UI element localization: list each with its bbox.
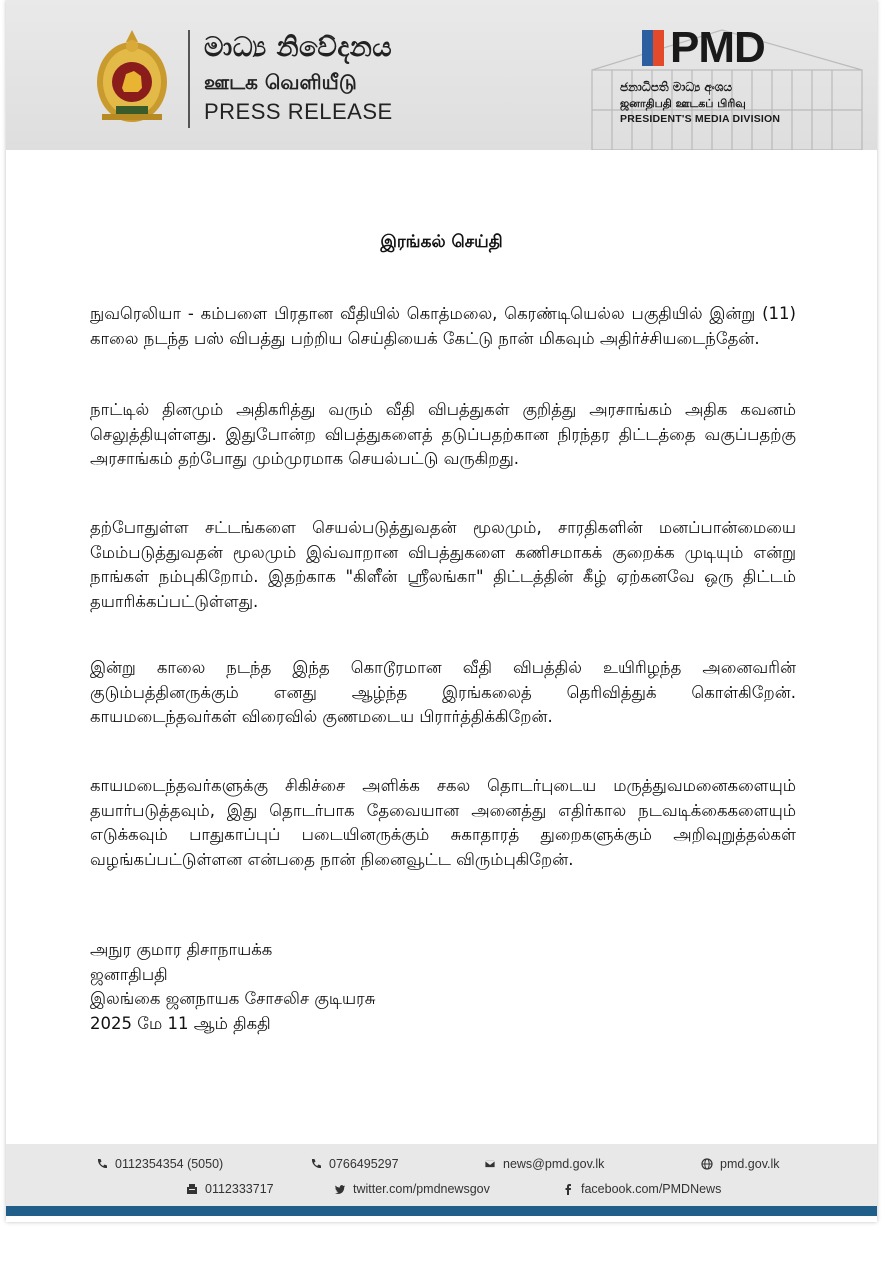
paragraph: காயமடைந்தவர்களுக்கு சிகிச்சை அளிக்க சகல தொடர்புடைய மருத்துவமனைகளையும் தயார்படுத்தவும், இது தொடர்பாக தேவையான அனைத்து எதிர்கால நடவடிக்கைகளையும் எடுக்கவும் பாதுகாப்புப் படையினருக்கும் சுகாதாரத் துறைகளுக்கும் அறிவுறுத்தல்கள் வழங்கப்பட்டுள்ளன என்பதை நான் நினைவூட்ட விரும்புகிறேன். bbox=[90, 776, 796, 869]
phone-number: 0112354354 (5050) bbox=[115, 1157, 224, 1171]
sri-lanka-emblem-icon bbox=[94, 26, 170, 126]
header-title-sinhala: මාධ්‍ය නිවේදනය bbox=[204, 32, 393, 63]
header-title-tamil: ஊடக வெளியீடு bbox=[204, 70, 357, 94]
document-title: இரங்கல் செய்தி bbox=[380, 232, 503, 252]
header-title-english: PRESS RELEASE bbox=[204, 99, 393, 124]
footer-phone-1 bbox=[96, 1157, 223, 1171]
twitter-link[interactable]: twitter.com/pmdnewsgov bbox=[353, 1182, 490, 1196]
twitter-icon bbox=[334, 1183, 346, 1195]
footer-phone-2 bbox=[310, 1157, 399, 1171]
press-release-sheet bbox=[6, 0, 877, 1222]
signatory-name: அநுர குமார திசாநாயக்க bbox=[90, 940, 273, 959]
pmd-logo-text: PMD bbox=[670, 23, 765, 72]
footer-fax bbox=[186, 1182, 274, 1196]
paragraph: தற்போதுள்ள சட்டங்களை செயல்படுத்துவதன் மூலமும், சாரதிகளின் மனப்பான்மையை மேம்படுத்துவதன் மூலமும் இவ்வாறான விபத்துகளை கணிசமாகக் குறைக்க முடியும் என்று நாங்கள் நம்புகிறோம். இதற்காக "கிளீன் ஸ்ரீலங்கா" திட்டத்தின் கீழ் ஏற்கனவே ஒரு திட்டம் தயாரிக்கப்பட்டுள்ளது. bbox=[90, 518, 796, 611]
footer-stripe bbox=[6, 1206, 877, 1216]
phone-number: 0766495297 bbox=[329, 1157, 399, 1171]
signature-block bbox=[90, 938, 375, 1036]
paragraph: இன்று காலை நடந்த இந்த கொடூரமான வீதி விபத்தில் உயிரிழந்த அனைவரின் குடும்பத்தினருக்கும் எனது ஆழ்ந்த இரங்கலைத் தெரிவித்துக் கொள்கிறேன். காயமடைந்தவர்கள் விரைவில் குணமடைய பிரார்த்திக்கிறேன். bbox=[90, 658, 796, 726]
signatory-country: இலங்கை ஜனநாயக சோசலிச குடியரசு bbox=[90, 989, 376, 1008]
envelope-icon bbox=[484, 1158, 496, 1170]
phone-icon bbox=[310, 1158, 322, 1170]
paragraph: நாட்டில் தினமும் அதிகரித்து வரும் வீதி விபத்துகள் குறித்து அரசாங்கம் அதிக கவனம் செலுத்தியுள்ளது. இதுபோன்ற விபத்துகளைத் தடுப்பதற்கான நிரந்தர திட்டத்தை வகுப்பதற்கு அரசாங்கம் தற்போது மும்முரமாக செயல்பட்டு வருகிறது. bbox=[90, 400, 796, 468]
email-link[interactable]: news@pmd.gov.lk bbox=[503, 1157, 605, 1171]
footer-email[interactable] bbox=[484, 1157, 604, 1171]
division-name-english: PRESIDENT'S MEDIA DIVISION bbox=[620, 113, 781, 125]
signatory-position: ஜனாதிபதி bbox=[90, 964, 168, 984]
division-name-tamil: ஜனாதிபதி ஊடகப் பிரிவு bbox=[620, 97, 746, 110]
facebook-link[interactable]: facebook.com/PMDNews bbox=[581, 1182, 722, 1196]
phone-icon bbox=[96, 1158, 108, 1170]
fax-number: 0112333717 bbox=[205, 1182, 274, 1196]
footer-twitter[interactable] bbox=[334, 1182, 490, 1196]
facebook-icon bbox=[562, 1183, 574, 1195]
letterhead bbox=[6, 0, 877, 150]
footer-facebook[interactable] bbox=[562, 1182, 721, 1196]
paragraph: நுவரெலியா - கம்பளை பிரதான வீதியில் கொத்மலை, கெரண்டியெல்ல பகுதியில் இன்று (11) காலை நடந்த பஸ் விபத்து பற்றிய செய்தியைக் கேட்டு நான் மிகவும் அதிர்ச்சியடைந்தேன். bbox=[90, 304, 796, 348]
website-link[interactable]: pmd.gov.lk bbox=[720, 1157, 780, 1171]
header-divider bbox=[188, 30, 190, 128]
pmd-logo-mark bbox=[642, 30, 664, 66]
contact-footer bbox=[6, 1144, 877, 1206]
document-date: 2025 மே 11 ஆம் திகதி bbox=[90, 1013, 271, 1033]
fax-icon bbox=[186, 1183, 198, 1195]
footer-website[interactable] bbox=[701, 1157, 780, 1171]
globe-icon bbox=[701, 1158, 713, 1170]
division-name-sinhala: ජනාධිපති මාධ්‍ය අංශය bbox=[620, 80, 733, 94]
